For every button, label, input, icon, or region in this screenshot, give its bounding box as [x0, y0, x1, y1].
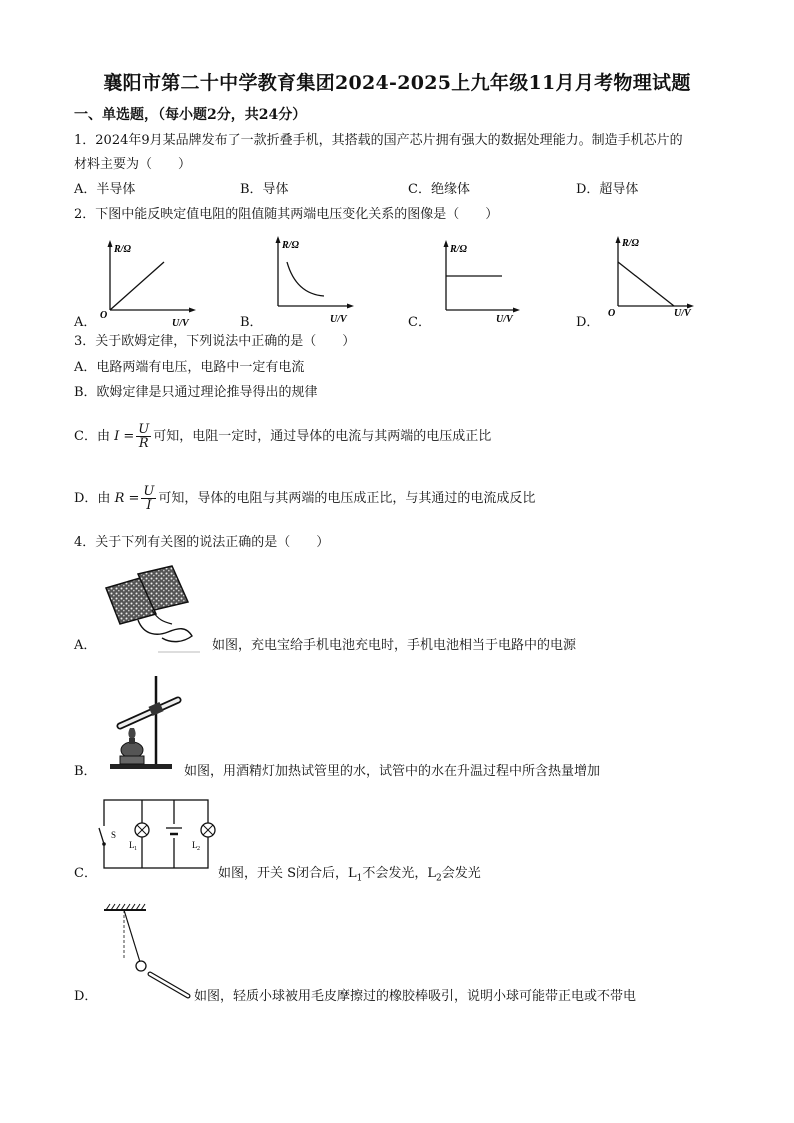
q2-graph-c: [430, 236, 530, 328]
q3-c-numerator: U: [138, 422, 150, 437]
q4-option-b-text: 如图，用酒精灯加热试管里的水，试管中的水在升温过程中所含热量增加: [184, 764, 601, 779]
q3-c-suffix: 可知，电阻一定时，通过导体的电流与其两端的电压成正比: [153, 429, 492, 444]
test-tube-icon: [120, 700, 178, 726]
graph-d-origin: O: [608, 308, 616, 319]
q4-circuit-diagram: [96, 794, 216, 878]
battery-icon: [166, 824, 182, 838]
q3-c-lhs: I =: [114, 429, 135, 444]
q4-option-a-letter: A．: [74, 638, 97, 653]
q2-option-d-letter: D．: [576, 315, 600, 330]
graph-d-xlabel: U/V: [674, 308, 691, 319]
bulb-l1-icon: [129, 823, 149, 852]
q4-option-d-letter: D．: [74, 989, 98, 1004]
q4-c-text-c: 会发光: [441, 866, 481, 881]
q4-charging-image: [100, 562, 204, 658]
bulb-l2-icon: [192, 823, 215, 852]
q4-option-d-text: 如图，轻质小球被用毛皮摩擦过的橡胶棒吸引，说明小球可能带正电或不带电: [194, 989, 637, 1004]
q3-option-a: A．电路两端有电压，电路中一定有电流: [74, 360, 305, 375]
graph-a-origin: O: [100, 310, 108, 321]
q2-stem: 2．下图中能反映定值电阻的阻值随其两端电压变化关系的图像是（ ）: [74, 207, 499, 222]
graph-b-xlabel: U/V: [330, 314, 347, 324]
switch-icon: [99, 826, 116, 846]
graph-c-xlabel: U/V: [496, 314, 513, 325]
q1-option-c: C．绝缘体: [408, 182, 470, 197]
q3-stem: 3．关于欧姆定律，下列说法中正确的是（ ）: [74, 334, 356, 349]
q4-option-b-letter: B．: [74, 764, 97, 779]
switch-label: S: [111, 830, 117, 840]
q3-option-c: [74, 420, 491, 454]
q4-charged-ball-image: [100, 902, 196, 1002]
exam-title: 襄阳市第二十中学教育集团2024-2025上九年级11月月考物理试题: [103, 72, 691, 94]
q1-stem-line2: 材料主要为（ ）: [74, 157, 192, 172]
q2-graph-b: [262, 232, 362, 324]
q4-c-sub1: 1: [356, 873, 363, 884]
q4-c-sub2: 2: [436, 873, 442, 884]
graph-b-ylabel: R/Ω: [282, 240, 299, 251]
q4-c-text-b: 不会发光，L: [362, 866, 437, 881]
q3-d-suffix: 可知，导体的电阻与其两端的电压成正比，与其通过的电流成反比: [158, 491, 536, 506]
q3-option-d: [74, 482, 535, 516]
q2-option-a-letter: A．: [74, 315, 97, 330]
q3-d-denominator: I: [146, 498, 152, 513]
q4-stem: 4．关于下列有关图的说法正确的是（ ）: [74, 535, 330, 550]
q3-d-numerator: U: [143, 484, 155, 499]
q3-c-fraction: [136, 423, 151, 450]
ball-icon: [136, 961, 146, 971]
svg-text:2: 2: [197, 846, 200, 852]
q1-stem-line1: 1．2024年9月某品牌发布了一款折叠手机，其搭载的国产芯片拥有强大的数据处理能力。制造手机芯片的: [74, 133, 683, 148]
q3-d-lhs: R =: [114, 491, 140, 506]
svg-text:L: L: [129, 840, 135, 850]
q2-graph-a: [92, 236, 202, 328]
svg-text:L: L: [192, 840, 198, 850]
q3-c-denominator: R: [138, 436, 149, 451]
svg-text:1: 1: [134, 846, 137, 852]
q4-option-a-text: 如图，充电宝给手机电池充电时，手机电池相当于电路中的电源: [212, 638, 577, 653]
alcohol-lamp-icon: [120, 728, 144, 764]
graph-c-ylabel: R/Ω: [450, 244, 467, 255]
q4-heating-image: [100, 670, 184, 776]
q1-option-a: A．半导体: [74, 182, 136, 197]
q2-option-b-letter: B．: [240, 315, 263, 330]
q3-d-prefix: D．由: [74, 491, 111, 506]
graph-d-ylabel: R/Ω: [622, 238, 639, 249]
graph-a-xlabel: U/V: [172, 318, 189, 328]
ceiling-support-icon: [104, 904, 146, 910]
q1-option-b: B．导体: [240, 182, 289, 197]
q4-option-c-letter: C．: [74, 866, 97, 881]
section-heading: 一、单选题，（每小题2分，共24分）: [74, 107, 307, 123]
graph-a-ylabel: R/Ω: [114, 244, 131, 255]
q1-option-d: D．超导体: [576, 182, 639, 197]
rubber-rod-icon: [150, 974, 188, 996]
q2-graph-d: [598, 232, 698, 324]
q3-d-fraction: [141, 485, 156, 512]
q3-option-b: B．欧姆定律是只通过理论推导得出的规律: [74, 385, 318, 400]
q3-c-prefix: C．由: [74, 429, 110, 444]
q2-option-c-letter: C．: [408, 315, 431, 330]
q4-c-text-a: 如图，开关 S闭合后，L: [218, 866, 357, 881]
q4-option-c-text: [218, 864, 481, 889]
